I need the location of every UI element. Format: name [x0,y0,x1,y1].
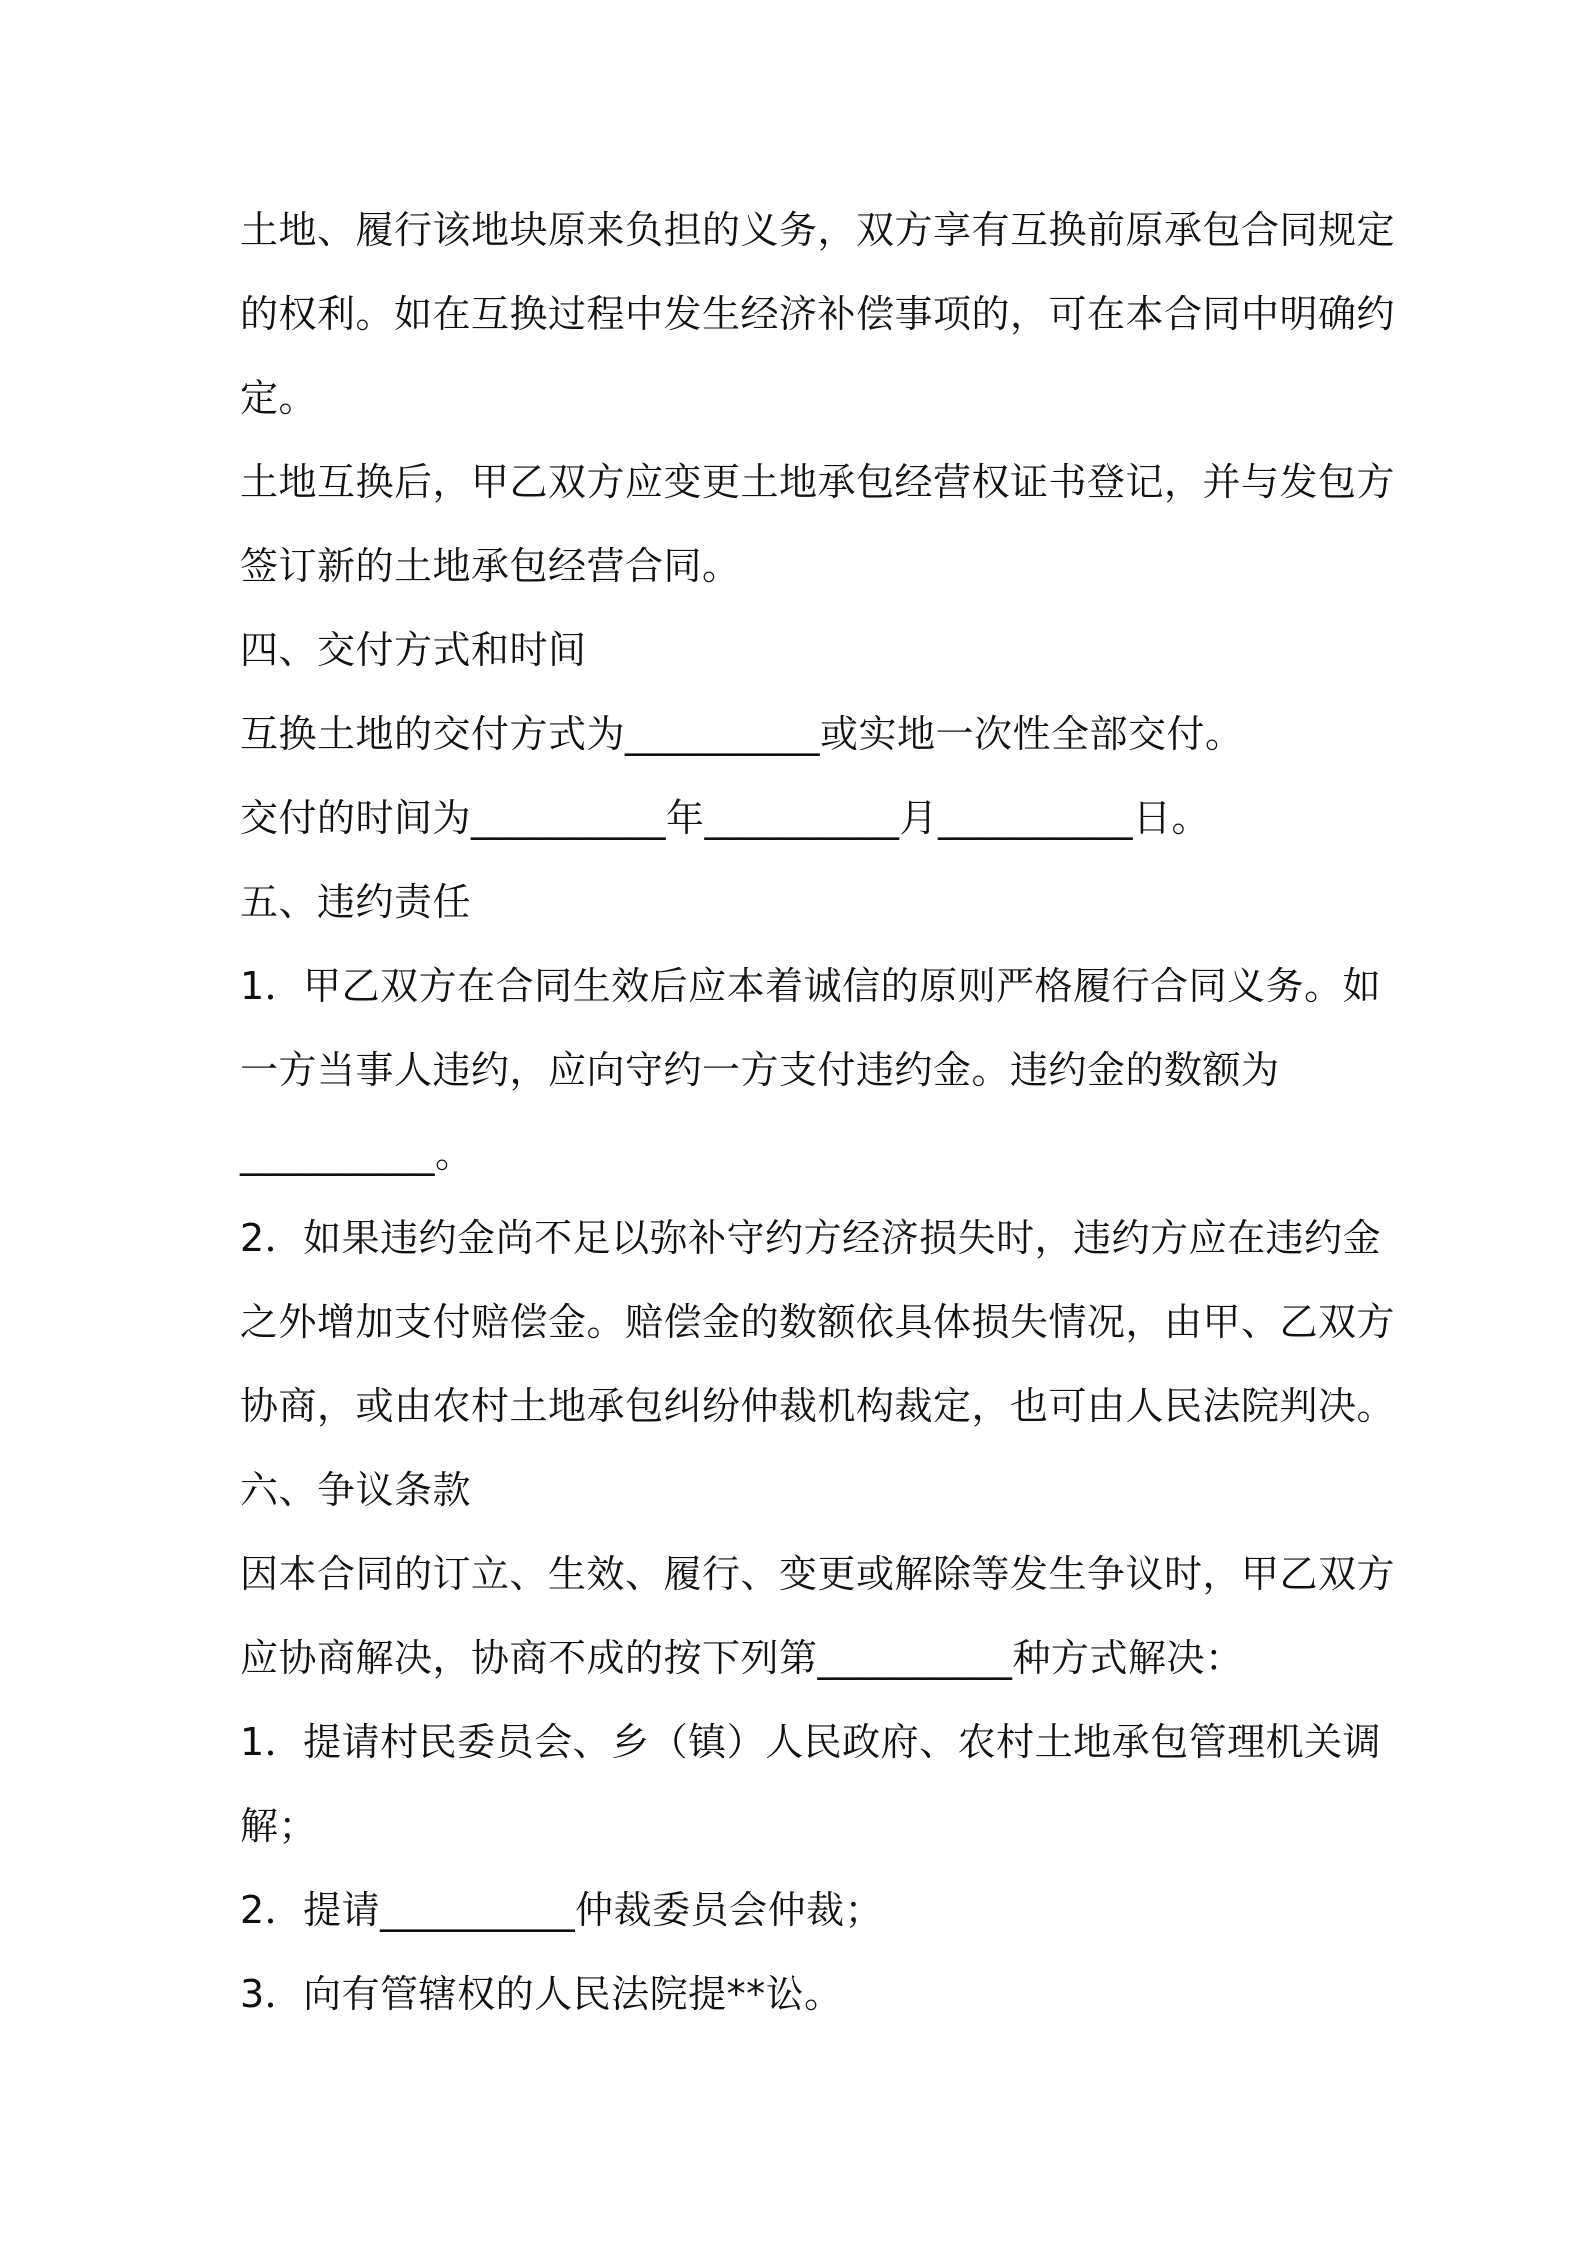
text-line: 之外增加支付赔偿金。赔偿金的数额依具体损失情况，由甲、乙双方 [240,1300,1396,1344]
section-heading: 四、交付方式和时间 [240,628,587,672]
text-line: 3．向有管辖权的人民法院提**讼。 [240,1972,843,2016]
text-line: 互换土地的交付方式为__________或实地一次性全部交付。 [240,712,1244,756]
text-line: 签订新的土地承包经营合同。 [240,544,741,588]
text-line: 解； [240,1804,318,1848]
text-line: 1．甲乙双方在合同生效后应本着诚信的原则严格履行合同义务。如 [240,964,1382,1008]
text-line: 2．提请__________仲裁委员会仲裁； [240,1888,884,1932]
text-line: 土地、履行该地块原来负担的义务，双方享有互换前原承包合同规定 [240,208,1396,252]
text-line: 应协商解决，协商不成的按下列第__________种方式解决： [240,1636,1244,1680]
text-line: 协商，或由农村土地承包纠纷仲裁机构裁定，也可由人民法院判决。 [240,1384,1396,1428]
section-heading: 五、违约责任 [240,880,472,924]
text-line: 土地互换后，甲乙双方应变更土地承包经营权证书登记，并与发包方 [240,460,1396,504]
text-line: 的权利。如在互换过程中发生经济补偿事项的，可在本合同中明确约 [240,292,1396,336]
text-line: 定。 [240,376,318,420]
text-line: 因本合同的订立、生效、履行、变更或解除等发生争议时，甲乙双方 [240,1552,1396,1596]
text-line: 交付的时间为__________年__________月__________日。 [240,796,1211,840]
contract-body [240,188,1396,2036]
text-line: __________。 [240,1132,474,1176]
text-line: 一方当事人违约，应向守约一方支付违约金。违约金的数额为 [240,1048,1280,1092]
text-line: 2．如果违约金尚不足以弥补守约方经济损失时，违约方应在违约金 [240,1216,1382,1260]
text-line: 1．提请村民委员会、乡（镇）人民政府、农村土地承包管理机关调 [240,1720,1382,1764]
section-heading: 六、争议条款 [240,1468,472,1512]
